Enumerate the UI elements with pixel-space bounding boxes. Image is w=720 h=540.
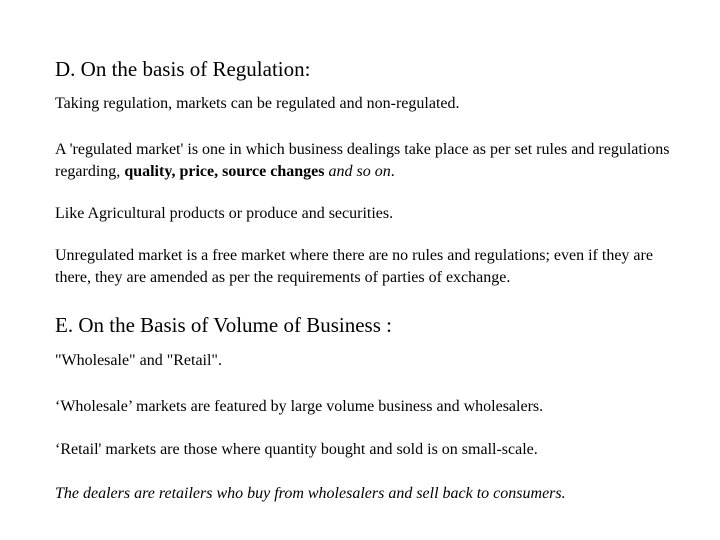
regulated-examples-paragraph: Like Agricultural products or produce and securities.: [55, 205, 394, 222]
dealers-paragraph: The dealers are retailers who buy from wholesalers and sell back to consumers.: [55, 485, 566, 502]
regulated-market-period: .: [390, 163, 395, 180]
wholesale-retail-paragraph: "Wholesale" and "Retail".: [55, 352, 222, 369]
section-d-heading: D. On the basis of Regulation:: [55, 57, 311, 81]
section-e-heading: E. On the Basis of Volume of Business :: [55, 313, 392, 337]
wholesale-market-paragraph: ‘Wholesale’ markets are featured by large volume business and wholesalers.: [55, 398, 544, 415]
retail-market-paragraph: ‘Retail' markets are those where quantity bought and sold is on small-scale.: [55, 441, 538, 458]
unregulated-market-paragraph: Unregulated market is a free market where there are no rules and regulations; even if they are there, they are amended as per the requirements of parties of exchange.: [55, 247, 653, 286]
regulated-market-text: A 'regulated market' is one in which business dealings take place as per set rules and regulations regarding,: [55, 141, 670, 180]
regulation-intro-paragraph: Taking regulation, markets can be regulated and non-regulated.: [55, 95, 460, 112]
regulated-market-paragraph: [55, 139, 685, 183]
regulated-market-italic-text: and so on: [324, 163, 391, 180]
regulated-market-bold-terms: quality, price, source changes: [124, 163, 325, 180]
